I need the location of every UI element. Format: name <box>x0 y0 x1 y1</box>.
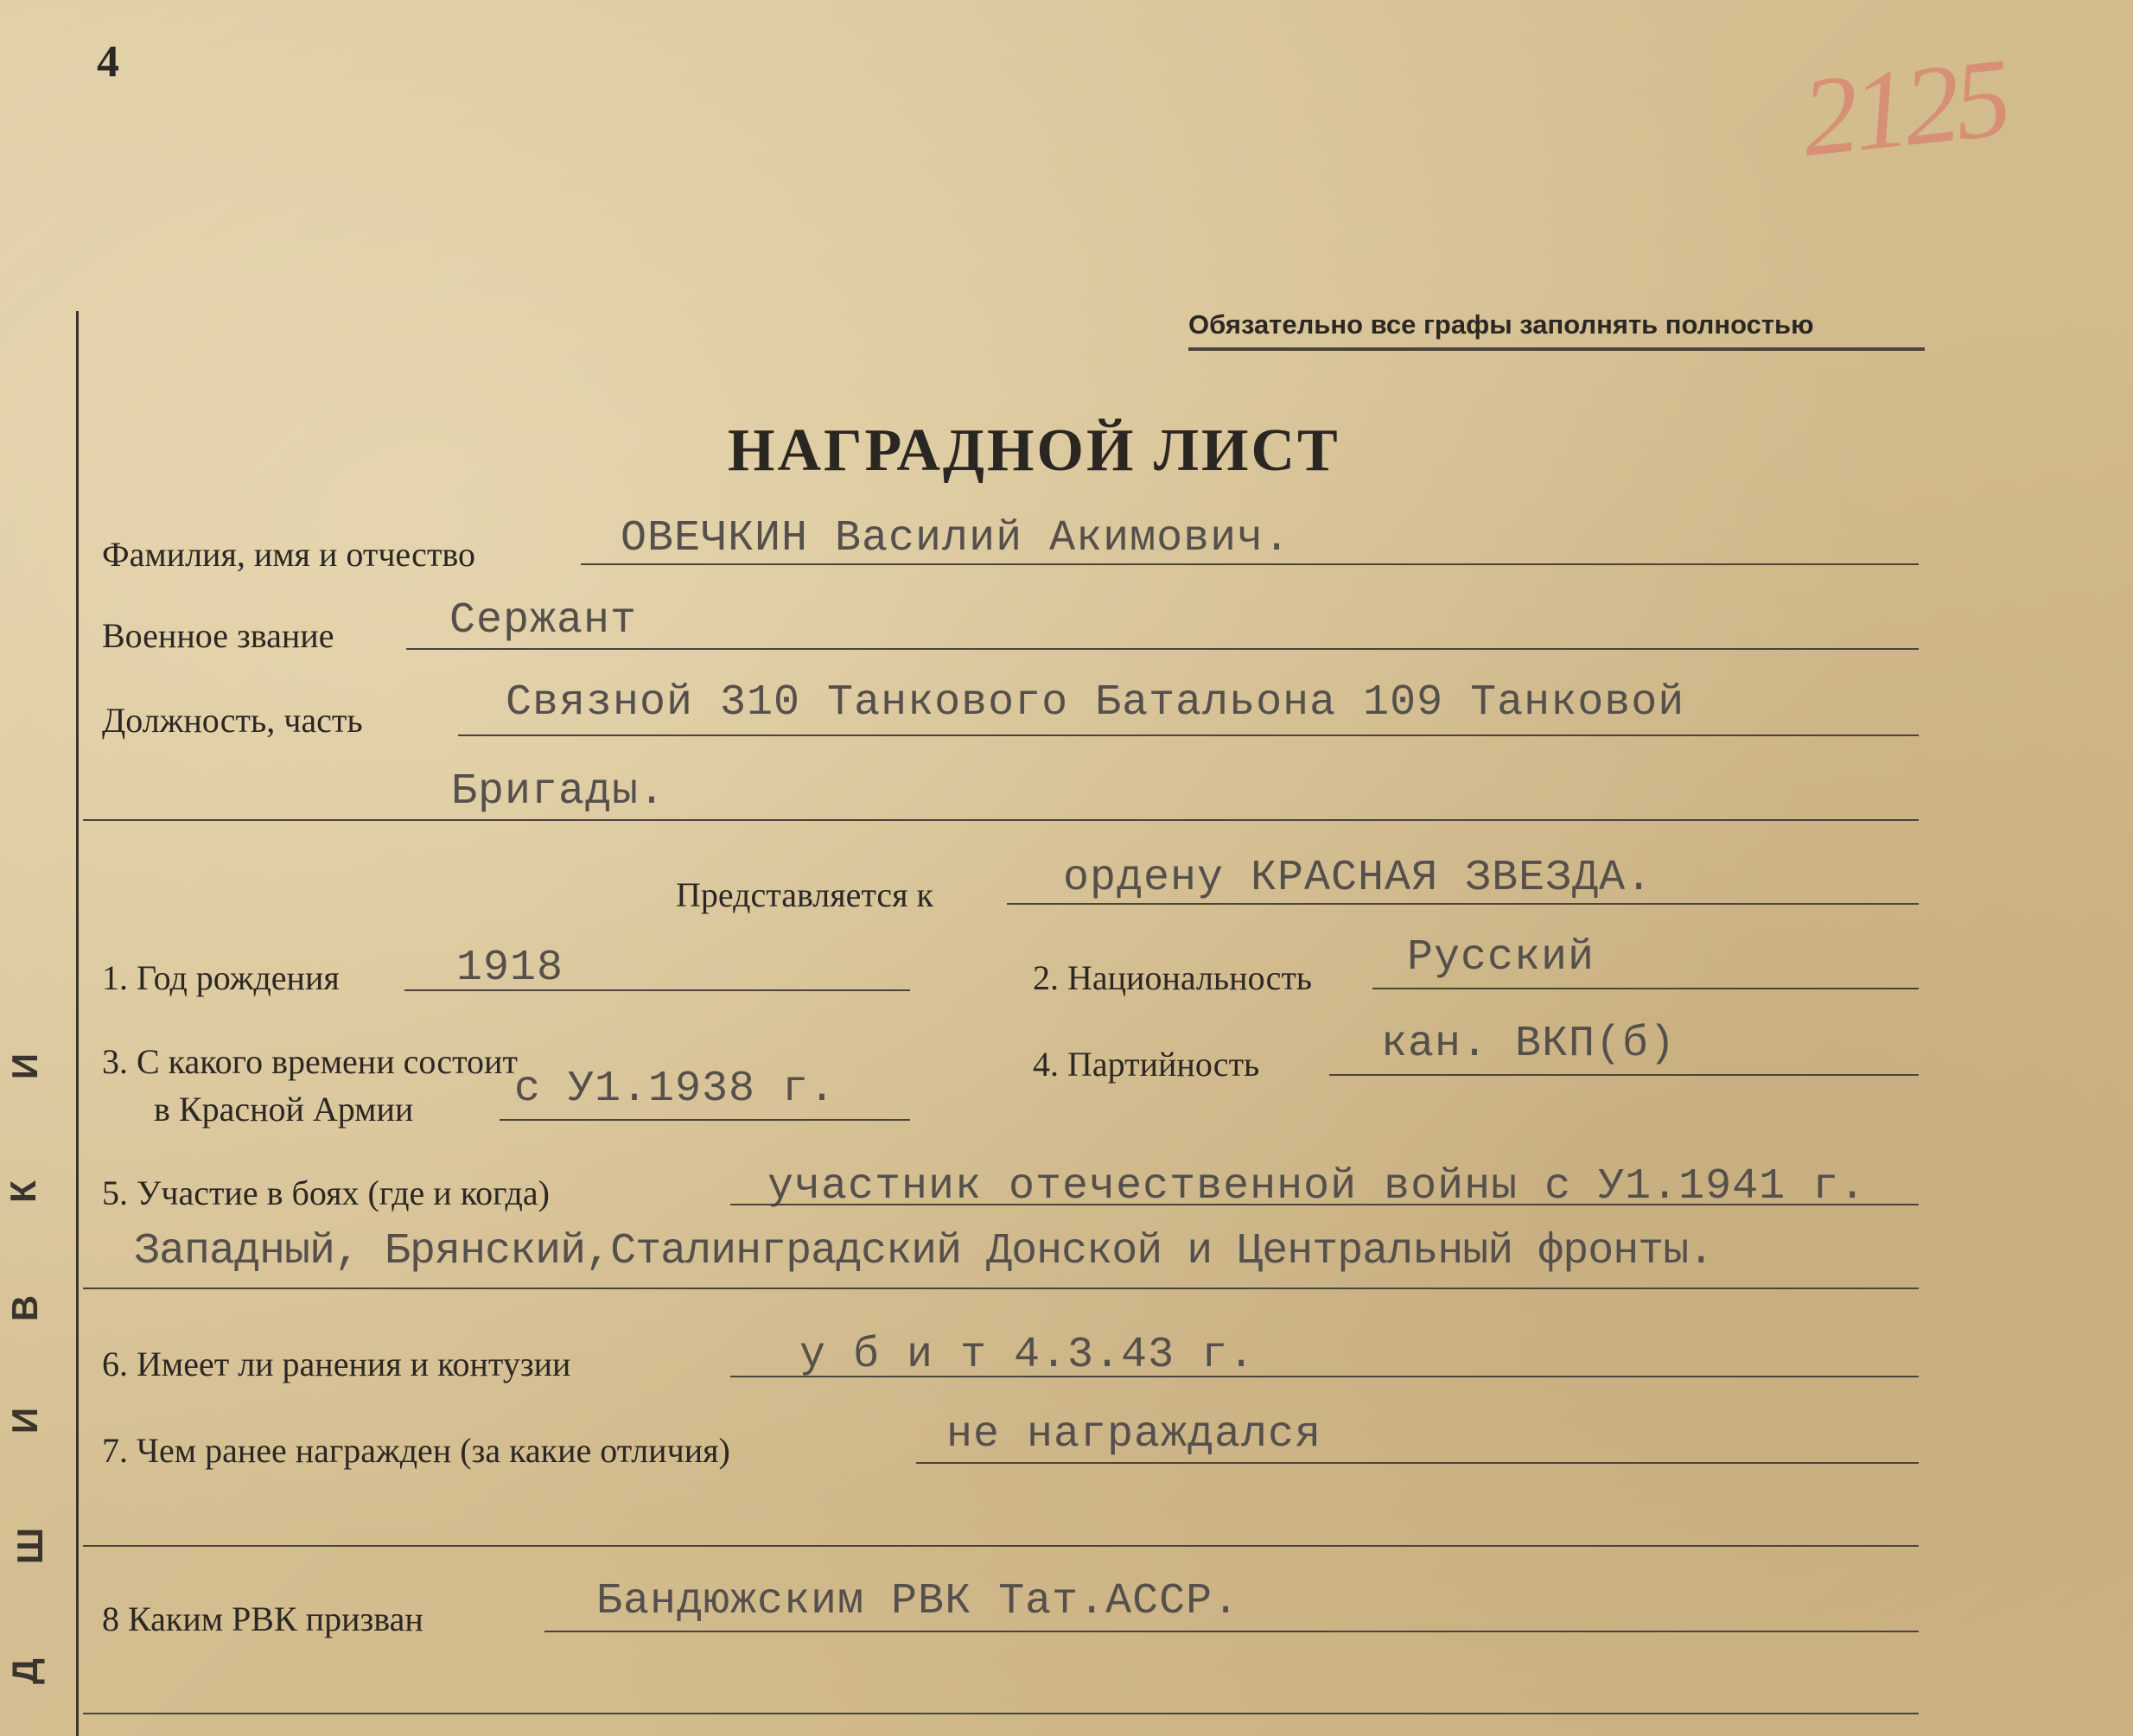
bottom-line <box>83 1713 1919 1714</box>
sidebar-letter: Д <box>3 1658 45 1684</box>
corner-mark: 4 <box>97 37 119 86</box>
sheet-number: 2125 <box>1796 35 2012 181</box>
sidebar-letter: Ш <box>10 1527 51 1565</box>
wounds-value: у б и т 4.3.43 г. <box>799 1331 1256 1380</box>
nationality-line <box>1372 988 1919 989</box>
name-line <box>581 563 1919 565</box>
nationality-label: 2. Национальность <box>1033 958 1313 997</box>
rvk-line <box>544 1631 1919 1632</box>
position-value-line2: Бригады. <box>451 767 666 817</box>
position-value-line1: Связной 310 Танкового Батальона 109 Танковой <box>506 678 1685 728</box>
name-label: Фамилия, имя и отчество <box>102 535 476 574</box>
rvk-label: 8 Каким РВК призван <box>102 1599 423 1638</box>
party-value: кан. ВКП(б) <box>1381 1020 1677 1069</box>
fill-all-fields-notice: Обязательно все графы заполнять полностью <box>1188 309 1814 340</box>
birth-year-label: 1. Год рождения <box>102 958 340 997</box>
previous-awards-value: не награждался <box>946 1410 1322 1459</box>
wounds-label: 6. Имеет ли ранения и контузии <box>102 1345 571 1383</box>
sidebar-letter: В <box>4 1294 46 1322</box>
battles-value-line2: Западный, Брянский,Сталинградский Донской и Центральный фронты. <box>134 1227 1714 1276</box>
name-value: ОВЕЧКИН Василий Акимович. <box>621 514 1291 563</box>
previous-awards-label: 7. Чем ранее награжден (за какие отличия) <box>102 1431 730 1470</box>
nationality-value: Русский <box>1407 933 1595 982</box>
party-line <box>1329 1074 1919 1076</box>
wounds-line <box>730 1376 1919 1377</box>
battles-line-1 <box>730 1204 1919 1205</box>
service-since-line <box>500 1119 910 1121</box>
sidebar-letter: К <box>2 1180 43 1203</box>
position-line-1 <box>458 734 1919 736</box>
service-since-label-2: в Красной Армии <box>154 1090 414 1129</box>
position-label: Должность, часть <box>102 701 363 740</box>
birth-year-line <box>404 989 910 991</box>
rank-value: Сержант <box>449 596 638 645</box>
rvk-value: Бандюжским РВК Тат.АССР. <box>596 1577 1240 1626</box>
party-label: 4. Партийность <box>1033 1045 1260 1084</box>
service-since-value: с У1.1938 г. <box>514 1065 837 1114</box>
rank-label: Военное звание <box>102 616 334 655</box>
left-margin-line <box>76 311 79 1736</box>
award-label: Представляется к <box>676 875 933 914</box>
page-title: НАГРАДНОЙ ЛИСТ <box>728 417 1340 484</box>
battles-line-2 <box>83 1288 1919 1289</box>
sidebar-letter: И <box>4 1052 46 1080</box>
previous-awards-line-2 <box>83 1545 1919 1547</box>
battles-value-line1: участник отечественной войны с У1.1941 г. <box>767 1162 1867 1211</box>
position-line-2 <box>83 819 1919 821</box>
award-line <box>1007 903 1919 905</box>
previous-awards-line-1 <box>916 1462 1919 1464</box>
birth-year-value: 1918 <box>456 944 564 993</box>
notice-underline <box>1188 347 1925 351</box>
battles-label: 5. Участие в боях (где и когда) <box>102 1173 550 1212</box>
sidebar-letter: И <box>4 1407 46 1434</box>
service-since-label-1: 3. С какого времени состоит <box>102 1042 518 1081</box>
award-value: ордену КРАСНАЯ ЗВЕЗДА. <box>1063 854 1653 903</box>
rank-line <box>406 648 1919 650</box>
